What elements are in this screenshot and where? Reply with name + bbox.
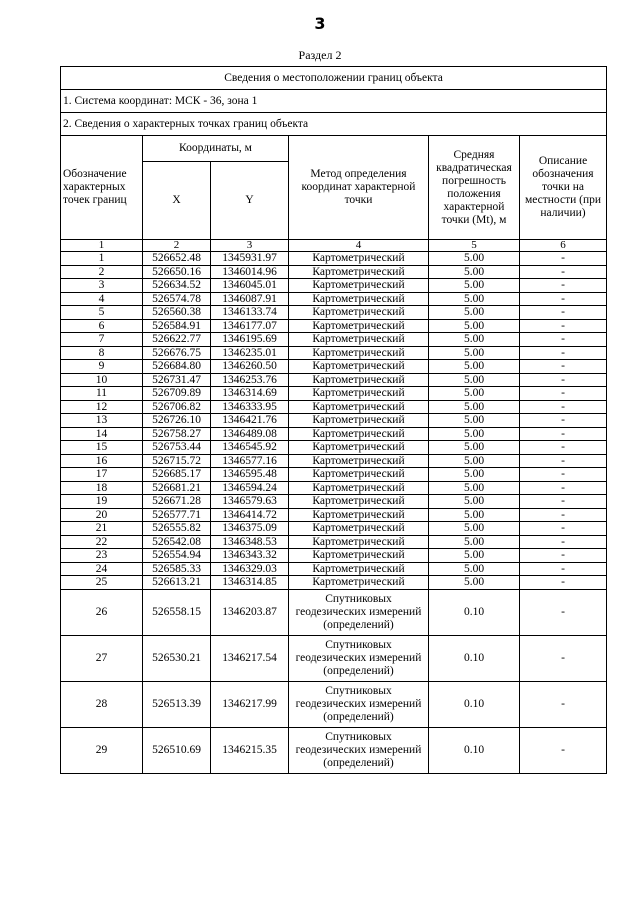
error-cell: 0.10 bbox=[429, 727, 520, 773]
table-row bbox=[61, 681, 607, 727]
point-id-cell: 20 bbox=[61, 508, 143, 522]
table-row bbox=[61, 373, 607, 387]
table-row bbox=[61, 292, 607, 306]
method-cell: Картометрический bbox=[289, 265, 429, 279]
table-row bbox=[61, 252, 607, 266]
point-id-cell: 22 bbox=[61, 535, 143, 549]
y-coordinate-cell: 1346260.50 bbox=[211, 360, 289, 374]
point-id-cell: 28 bbox=[61, 681, 143, 727]
error-cell: 5.00 bbox=[429, 549, 520, 563]
error-cell: 5.00 bbox=[429, 562, 520, 576]
y-coordinate-cell: 1346545.92 bbox=[211, 441, 289, 455]
point-id-cell: 19 bbox=[61, 495, 143, 509]
y-coordinate-cell: 1346087.91 bbox=[211, 292, 289, 306]
table-row bbox=[61, 562, 607, 576]
error-cell: 5.00 bbox=[429, 454, 520, 468]
method-cell: Картометрический bbox=[289, 481, 429, 495]
point-id-cell: 12 bbox=[61, 400, 143, 414]
x-coordinate-cell: 526622.77 bbox=[143, 333, 211, 347]
description-cell: - bbox=[520, 589, 607, 635]
x-coordinate-cell: 526554.94 bbox=[143, 549, 211, 563]
description-cell: - bbox=[520, 252, 607, 266]
x-coordinate-cell: 526584.91 bbox=[143, 319, 211, 333]
header-error: Средняя квадратическая погрешность положения характерной точки (Mt), м bbox=[429, 136, 520, 240]
error-cell: 5.00 bbox=[429, 468, 520, 482]
method-cell: Картометрический bbox=[289, 441, 429, 455]
point-id-cell: 27 bbox=[61, 635, 143, 681]
description-cell: - bbox=[520, 468, 607, 482]
y-coordinate-cell: 1346253.76 bbox=[211, 373, 289, 387]
error-cell: 5.00 bbox=[429, 292, 520, 306]
table-row bbox=[61, 727, 607, 773]
method-cell: Картометрический bbox=[289, 414, 429, 428]
error-cell: 5.00 bbox=[429, 387, 520, 401]
y-coordinate-cell: 1346489.08 bbox=[211, 427, 289, 441]
point-id-cell: 4 bbox=[61, 292, 143, 306]
method-cell: Картометрический bbox=[289, 576, 429, 590]
point-id-cell: 25 bbox=[61, 576, 143, 590]
x-coordinate-cell: 526715.72 bbox=[143, 454, 211, 468]
y-coordinate-cell: 1346333.95 bbox=[211, 400, 289, 414]
column-number: 1 bbox=[61, 240, 143, 252]
point-id-cell: 13 bbox=[61, 414, 143, 428]
description-cell: - bbox=[520, 360, 607, 374]
y-coordinate-cell: 1346235.01 bbox=[211, 346, 289, 360]
point-id-cell: 5 bbox=[61, 306, 143, 320]
table-row bbox=[61, 346, 607, 360]
method-cell: Спутниковых геодезических измерений (определений) bbox=[289, 727, 429, 773]
boundary-points-table bbox=[60, 66, 607, 774]
method-cell: Картометрический bbox=[289, 562, 429, 576]
point-id-cell: 10 bbox=[61, 373, 143, 387]
description-cell: - bbox=[520, 681, 607, 727]
error-cell: 5.00 bbox=[429, 576, 520, 590]
y-coordinate-cell: 1346577.16 bbox=[211, 454, 289, 468]
x-coordinate-cell: 526650.16 bbox=[143, 265, 211, 279]
error-cell: 5.00 bbox=[429, 360, 520, 374]
description-cell: - bbox=[520, 562, 607, 576]
method-cell: Картометрический bbox=[289, 400, 429, 414]
method-cell: Спутниковых геодезических измерений (определений) bbox=[289, 589, 429, 635]
table-row bbox=[61, 535, 607, 549]
y-coordinate-cell: 1346177.07 bbox=[211, 319, 289, 333]
table-row bbox=[61, 549, 607, 563]
point-id-cell: 23 bbox=[61, 549, 143, 563]
x-coordinate-cell: 526652.48 bbox=[143, 252, 211, 266]
y-coordinate-cell: 1346217.54 bbox=[211, 635, 289, 681]
table-row bbox=[61, 441, 607, 455]
method-cell: Картометрический bbox=[289, 522, 429, 536]
x-coordinate-cell: 526558.15 bbox=[143, 589, 211, 635]
header-coordinates: Координаты, м bbox=[143, 136, 289, 162]
y-coordinate-cell: 1346348.53 bbox=[211, 535, 289, 549]
table-row bbox=[61, 589, 607, 635]
point-id-cell: 14 bbox=[61, 427, 143, 441]
description-cell: - bbox=[520, 387, 607, 401]
description-cell: - bbox=[520, 427, 607, 441]
error-cell: 5.00 bbox=[429, 495, 520, 509]
description-cell: - bbox=[520, 441, 607, 455]
y-coordinate-cell: 1346314.69 bbox=[211, 387, 289, 401]
error-cell: 5.00 bbox=[429, 306, 520, 320]
point-id-cell: 24 bbox=[61, 562, 143, 576]
header-x: X bbox=[143, 162, 211, 240]
section-label: Раздел 2 bbox=[298, 48, 342, 62]
y-coordinate-cell: 1346133.74 bbox=[211, 306, 289, 320]
error-cell: 5.00 bbox=[429, 333, 520, 347]
x-coordinate-cell: 526758.27 bbox=[143, 427, 211, 441]
error-cell: 5.00 bbox=[429, 508, 520, 522]
x-coordinate-cell: 526555.82 bbox=[143, 522, 211, 536]
error-cell: 5.00 bbox=[429, 400, 520, 414]
table-row bbox=[61, 454, 607, 468]
error-cell: 5.00 bbox=[429, 481, 520, 495]
point-id-cell: 8 bbox=[61, 346, 143, 360]
description-cell: - bbox=[520, 535, 607, 549]
table-row bbox=[61, 508, 607, 522]
x-coordinate-cell: 526726.10 bbox=[143, 414, 211, 428]
point-id-cell: 29 bbox=[61, 727, 143, 773]
header-method: Метод определения координат характерной точки bbox=[289, 136, 429, 240]
point-id-cell: 18 bbox=[61, 481, 143, 495]
table-row bbox=[61, 468, 607, 482]
error-cell: 5.00 bbox=[429, 441, 520, 455]
y-coordinate-cell: 1346375.09 bbox=[211, 522, 289, 536]
table-row bbox=[61, 306, 607, 320]
table-body bbox=[61, 252, 607, 774]
table-row bbox=[61, 360, 607, 374]
y-coordinate-cell: 1346595.48 bbox=[211, 468, 289, 482]
x-coordinate-cell: 526671.28 bbox=[143, 495, 211, 509]
table-row bbox=[61, 414, 607, 428]
point-id-cell: 9 bbox=[61, 360, 143, 374]
method-cell: Картометрический bbox=[289, 373, 429, 387]
method-cell: Картометрический bbox=[289, 292, 429, 306]
x-coordinate-cell: 526613.21 bbox=[143, 576, 211, 590]
table-row bbox=[61, 576, 607, 590]
error-cell: 5.00 bbox=[429, 522, 520, 536]
point-id-cell: 21 bbox=[61, 522, 143, 536]
table-row bbox=[61, 522, 607, 536]
y-coordinate-cell: 1346014.96 bbox=[211, 265, 289, 279]
error-cell: 5.00 bbox=[429, 265, 520, 279]
description-cell: - bbox=[520, 373, 607, 387]
y-coordinate-cell: 1346594.24 bbox=[211, 481, 289, 495]
x-coordinate-cell: 526530.21 bbox=[143, 635, 211, 681]
table-row bbox=[61, 265, 607, 279]
description-cell: - bbox=[520, 454, 607, 468]
description-cell: - bbox=[520, 346, 607, 360]
x-coordinate-cell: 526585.33 bbox=[143, 562, 211, 576]
description-cell: - bbox=[520, 414, 607, 428]
method-cell: Картометрический bbox=[289, 306, 429, 320]
description-cell: - bbox=[520, 319, 607, 333]
y-coordinate-cell: 1346203.87 bbox=[211, 589, 289, 635]
x-coordinate-cell: 526574.78 bbox=[143, 292, 211, 306]
point-id-cell: 3 bbox=[61, 279, 143, 293]
method-cell: Картометрический bbox=[289, 495, 429, 509]
description-cell: - bbox=[520, 265, 607, 279]
y-coordinate-cell: 1346217.99 bbox=[211, 681, 289, 727]
x-coordinate-cell: 526560.38 bbox=[143, 306, 211, 320]
point-id-cell: 7 bbox=[61, 333, 143, 347]
column-number: 2 bbox=[143, 240, 211, 252]
error-cell: 5.00 bbox=[429, 252, 520, 266]
x-coordinate-cell: 526542.08 bbox=[143, 535, 211, 549]
method-cell: Картометрический bbox=[289, 252, 429, 266]
method-cell: Картометрический bbox=[289, 346, 429, 360]
y-coordinate-cell: 1345931.97 bbox=[211, 252, 289, 266]
description-cell: - bbox=[520, 522, 607, 536]
coord-system-row: 1. Система координат: МСК - 36, зона 1 bbox=[61, 90, 607, 113]
x-coordinate-cell: 526510.69 bbox=[143, 727, 211, 773]
column-number: 4 bbox=[289, 240, 429, 252]
table-row bbox=[61, 495, 607, 509]
header-description: Описание обозначения точки на местности (при наличии) bbox=[520, 136, 607, 240]
y-coordinate-cell: 1346343.32 bbox=[211, 549, 289, 563]
description-cell: - bbox=[520, 576, 607, 590]
page-number: 3 bbox=[314, 14, 326, 33]
error-cell: 5.00 bbox=[429, 373, 520, 387]
y-coordinate-cell: 1346215.35 bbox=[211, 727, 289, 773]
column-number: 5 bbox=[429, 240, 520, 252]
y-coordinate-cell: 1346329.03 bbox=[211, 562, 289, 576]
method-cell: Картометрический bbox=[289, 454, 429, 468]
column-number: 6 bbox=[520, 240, 607, 252]
description-cell: - bbox=[520, 549, 607, 563]
y-coordinate-cell: 1346314.85 bbox=[211, 576, 289, 590]
table-row bbox=[61, 427, 607, 441]
x-coordinate-cell: 526681.21 bbox=[143, 481, 211, 495]
error-cell: 5.00 bbox=[429, 535, 520, 549]
x-coordinate-cell: 526684.80 bbox=[143, 360, 211, 374]
column-numbers-row bbox=[61, 240, 607, 252]
description-cell: - bbox=[520, 495, 607, 509]
description-cell: - bbox=[520, 279, 607, 293]
table-row bbox=[61, 333, 607, 347]
point-id-cell: 2 bbox=[61, 265, 143, 279]
error-cell: 0.10 bbox=[429, 635, 520, 681]
x-coordinate-cell: 526709.89 bbox=[143, 387, 211, 401]
method-cell: Картометрический bbox=[289, 319, 429, 333]
points-heading-row: 2. Сведения о характерных точках границ объекта bbox=[61, 113, 607, 136]
table-row bbox=[61, 400, 607, 414]
method-cell: Картометрический bbox=[289, 427, 429, 441]
description-cell: - bbox=[520, 481, 607, 495]
method-cell: Спутниковых геодезических измерений (определений) bbox=[289, 635, 429, 681]
point-id-cell: 26 bbox=[61, 589, 143, 635]
x-coordinate-cell: 526685.17 bbox=[143, 468, 211, 482]
description-cell: - bbox=[520, 635, 607, 681]
x-coordinate-cell: 526731.47 bbox=[143, 373, 211, 387]
column-number: 3 bbox=[211, 240, 289, 252]
x-coordinate-cell: 526706.82 bbox=[143, 400, 211, 414]
y-coordinate-cell: 1346045.01 bbox=[211, 279, 289, 293]
table-title: Сведения о местоположении границ объекта bbox=[61, 67, 607, 90]
error-cell: 5.00 bbox=[429, 346, 520, 360]
method-cell: Картометрический bbox=[289, 279, 429, 293]
y-coordinate-cell: 1346421.76 bbox=[211, 414, 289, 428]
point-id-cell: 11 bbox=[61, 387, 143, 401]
method-cell: Картометрический bbox=[289, 549, 429, 563]
method-cell: Спутниковых геодезических измерений (определений) bbox=[289, 681, 429, 727]
header-y: Y bbox=[211, 162, 289, 240]
point-id-cell: 6 bbox=[61, 319, 143, 333]
method-cell: Картометрический bbox=[289, 468, 429, 482]
method-cell: Картометрический bbox=[289, 508, 429, 522]
y-coordinate-cell: 1346579.63 bbox=[211, 495, 289, 509]
x-coordinate-cell: 526634.52 bbox=[143, 279, 211, 293]
table-row bbox=[61, 319, 607, 333]
table-row bbox=[61, 635, 607, 681]
point-id-cell: 15 bbox=[61, 441, 143, 455]
method-cell: Картометрический bbox=[289, 360, 429, 374]
x-coordinate-cell: 526676.75 bbox=[143, 346, 211, 360]
table-row bbox=[61, 481, 607, 495]
description-cell: - bbox=[520, 306, 607, 320]
x-coordinate-cell: 526513.39 bbox=[143, 681, 211, 727]
table-row bbox=[61, 279, 607, 293]
description-cell: - bbox=[520, 333, 607, 347]
error-cell: 5.00 bbox=[429, 414, 520, 428]
header-designation: Обозначение характерных точек границ bbox=[61, 136, 143, 240]
point-id-cell: 1 bbox=[61, 252, 143, 266]
description-cell: - bbox=[520, 508, 607, 522]
table-row bbox=[61, 387, 607, 401]
method-cell: Картометрический bbox=[289, 333, 429, 347]
method-cell: Картометрический bbox=[289, 535, 429, 549]
error-cell: 5.00 bbox=[429, 427, 520, 441]
error-cell: 0.10 bbox=[429, 681, 520, 727]
description-cell: - bbox=[520, 292, 607, 306]
description-cell: - bbox=[520, 400, 607, 414]
error-cell: 5.00 bbox=[429, 319, 520, 333]
x-coordinate-cell: 526753.44 bbox=[143, 441, 211, 455]
y-coordinate-cell: 1346195.69 bbox=[211, 333, 289, 347]
error-cell: 0.10 bbox=[429, 589, 520, 635]
point-id-cell: 16 bbox=[61, 454, 143, 468]
x-coordinate-cell: 526577.71 bbox=[143, 508, 211, 522]
description-cell: - bbox=[520, 727, 607, 773]
method-cell: Картометрический bbox=[289, 387, 429, 401]
y-coordinate-cell: 1346414.72 bbox=[211, 508, 289, 522]
error-cell: 5.00 bbox=[429, 279, 520, 293]
point-id-cell: 17 bbox=[61, 468, 143, 482]
